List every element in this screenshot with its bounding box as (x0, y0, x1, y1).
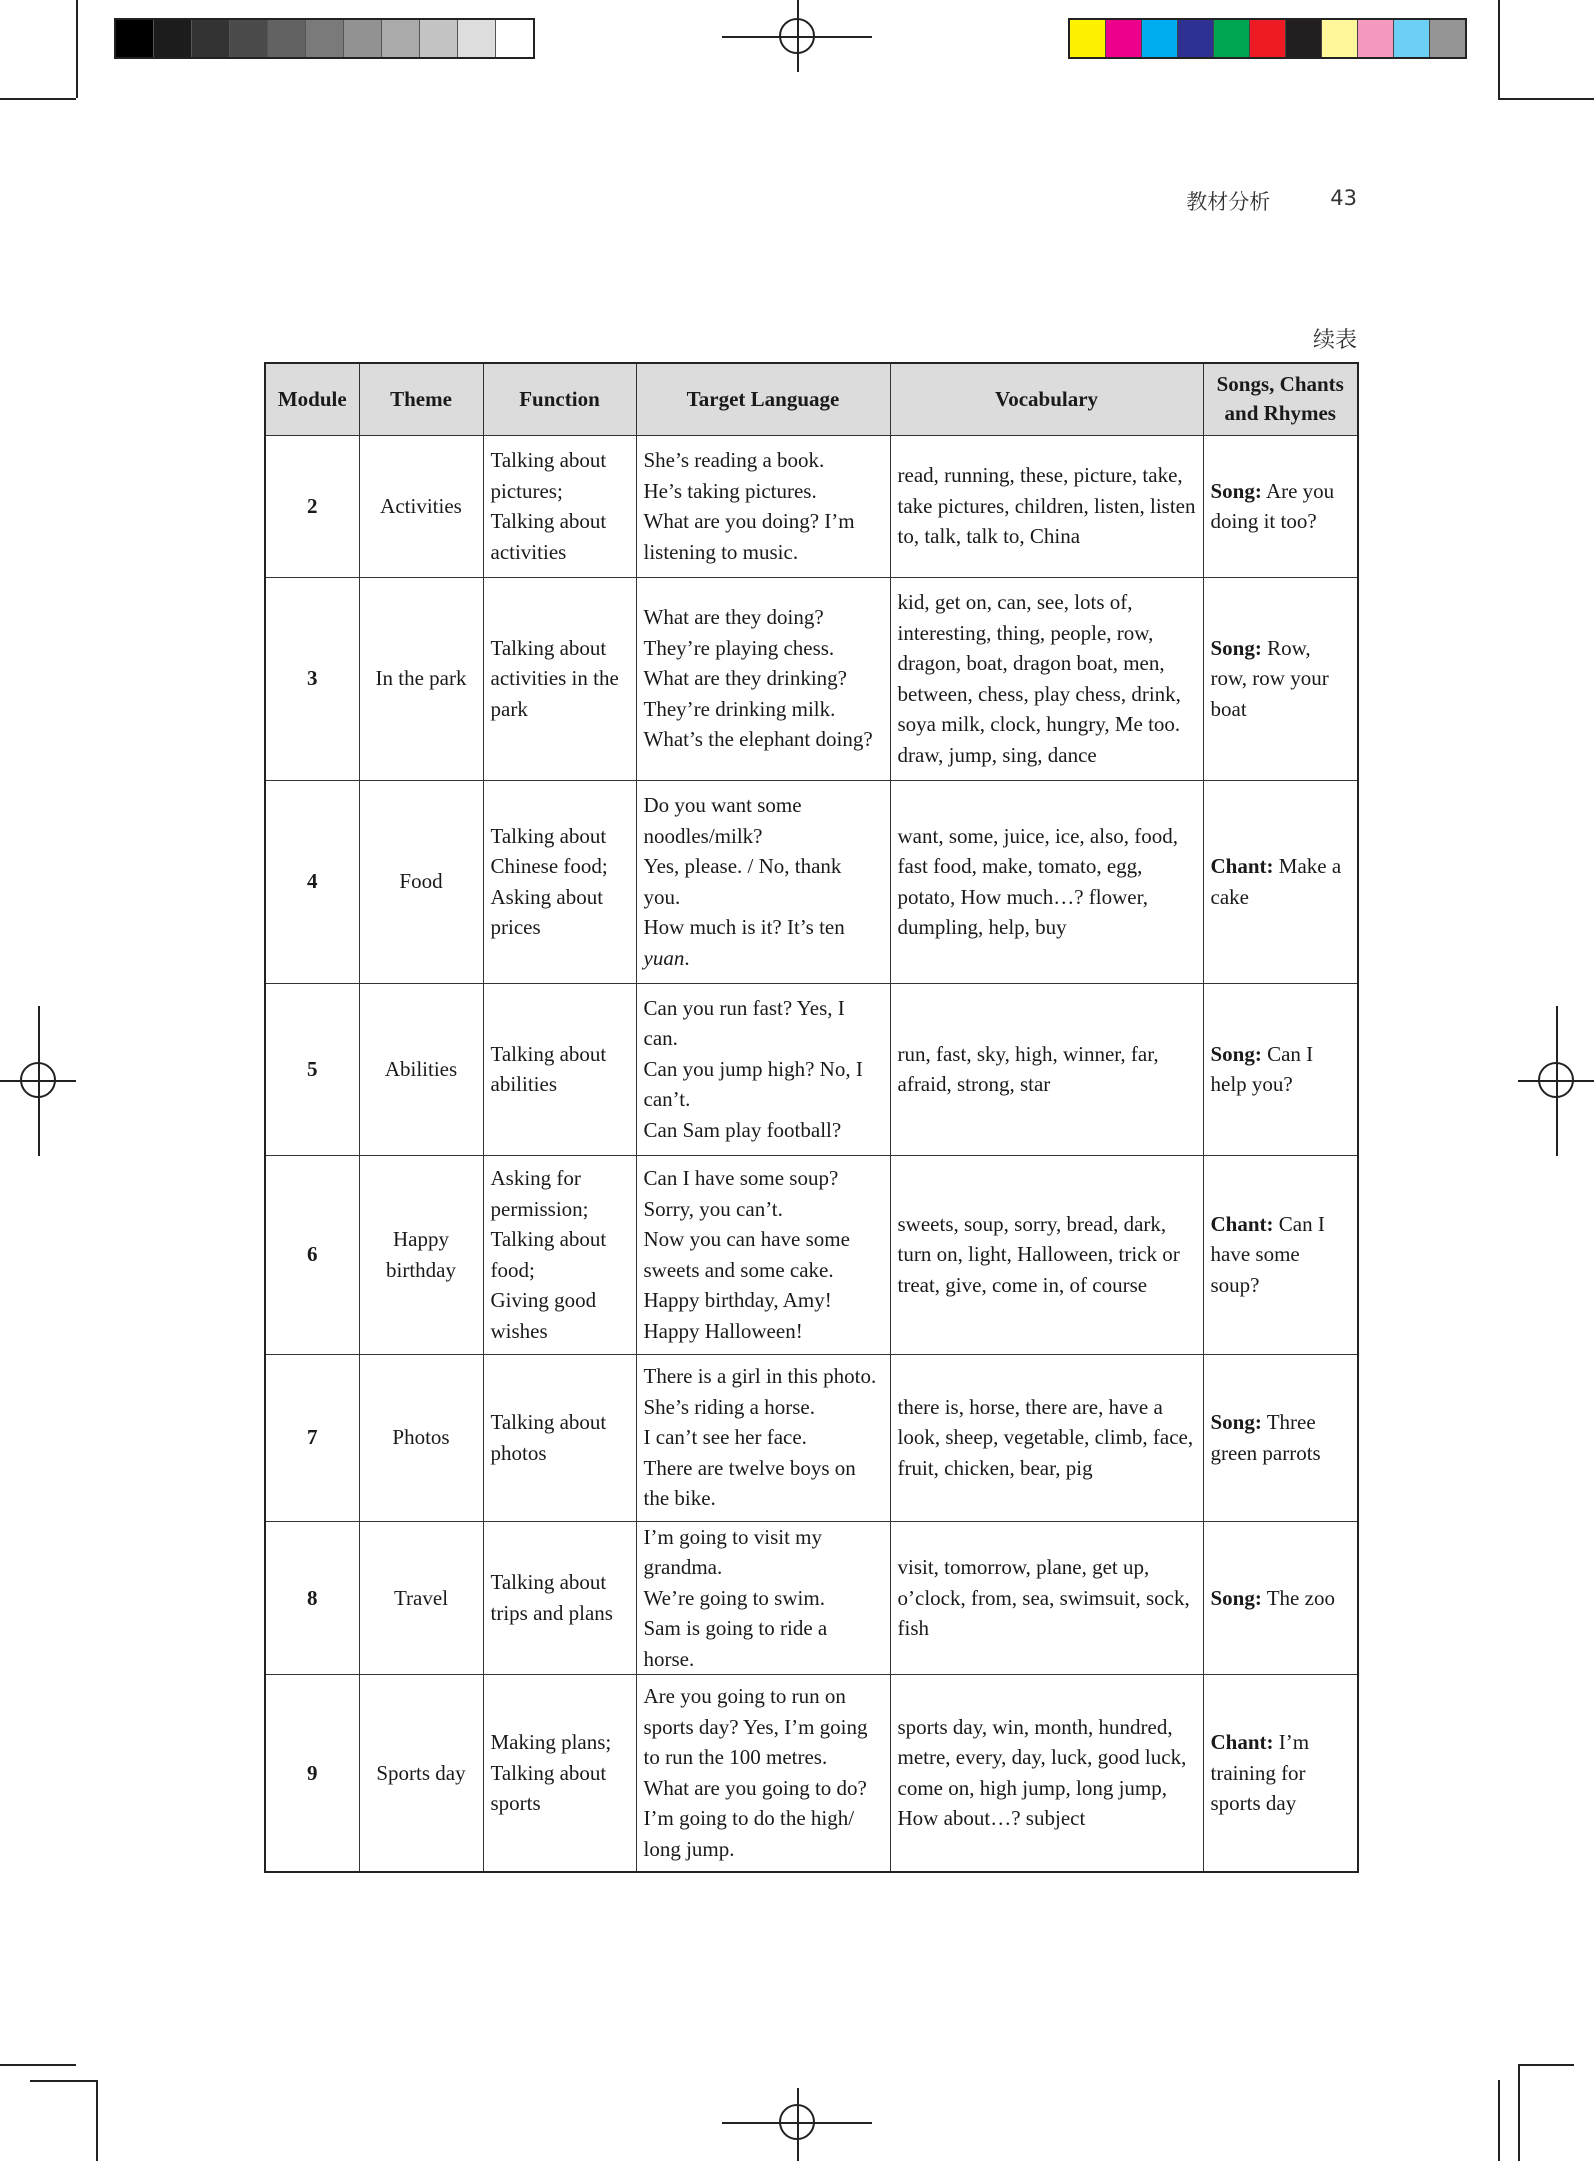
target-language-line: Sorry, you can’t. (643, 1196, 783, 1221)
function-cell (483, 983, 636, 1155)
gray-swatch (192, 20, 230, 57)
target-language-line: Can I have some soup? (643, 1166, 839, 1190)
theme-cell: Abilities (359, 983, 483, 1155)
vocabulary-cell: there is, horse, there are, have a look, sheep, vegetable, climb, face, fruit, chicken, bear, pig (890, 1354, 1203, 1521)
module-number: 8 (265, 1521, 359, 1675)
function-cell (483, 780, 636, 983)
function-cell (483, 435, 636, 577)
songs-title: Three green parrots (1210, 1410, 1321, 1465)
module-number: 4 (265, 780, 359, 983)
function-line: Giving good wishes (490, 1288, 597, 1343)
function-line: Asking for permission; (490, 1166, 589, 1221)
songs-cell (1203, 983, 1358, 1155)
gray-swatch (420, 20, 458, 57)
function-line: Talking about sports (490, 1760, 607, 1815)
theme-cell: Activities (359, 435, 483, 577)
function-cell (483, 1521, 636, 1675)
theme-cell: Sports day (359, 1675, 483, 1872)
column-header: Theme (359, 363, 483, 435)
table-row (265, 1521, 1358, 1675)
gray-swatch (496, 20, 533, 57)
target-language-line: She’s reading a book. (643, 448, 825, 472)
section-title: 教材分析 (1186, 190, 1271, 214)
gray-swatch (306, 20, 344, 57)
table-row (265, 780, 1358, 983)
songs-label: Chant: (1210, 1211, 1274, 1236)
target-language-cell (636, 1155, 890, 1354)
function-line: Talking about activities (490, 509, 607, 564)
target-language-line: yuan. (643, 945, 690, 970)
target-language-line: They’re playing chess. (643, 635, 835, 660)
songs-title: Are you doing it too? (1210, 478, 1335, 533)
target-language-line: They’re drinking milk. (643, 696, 836, 721)
grayscale-calibration-bar (114, 18, 535, 59)
table-continued-label: 续表 (1312, 328, 1357, 353)
target-language-cell (636, 1675, 890, 1872)
column-header: Target Language (636, 363, 890, 435)
function-cell (483, 1155, 636, 1354)
theme-cell: Photos (359, 1354, 483, 1521)
vocabulary-cell: sweets, soup, sorry, bread, dark, turn on, light, Halloween, trick or treat, give, come in, of course (890, 1155, 1203, 1354)
target-language-line: Happy Halloween! (643, 1318, 803, 1343)
table-row (265, 1155, 1358, 1354)
target-language-line: Happy birthday, Amy! (643, 1288, 832, 1312)
target-language-line: I’m going to do the high/ long jump. (643, 1806, 855, 1861)
target-language-line: Yes, please. / No, thank you. (643, 854, 842, 909)
module-number: 5 (265, 983, 359, 1155)
songs-title: Row, row, row your boat (1210, 635, 1329, 721)
gray-swatch (382, 20, 420, 57)
songs-cell (1203, 1521, 1358, 1675)
songs-label: Chant: (1210, 1730, 1274, 1754)
target-language-cell (636, 435, 890, 577)
target-language-line: What are they doing? (643, 605, 824, 630)
target-language-line: Are you going to run on sports day? Yes, I’m going to run the 100 metres. (643, 1684, 868, 1770)
target-language-line: What are you going to do? (643, 1775, 867, 1800)
songs-label: Song: (1210, 1410, 1262, 1434)
theme-cell: Food (359, 780, 483, 983)
function-line: Talking about activities in the park (490, 635, 619, 721)
vocabulary-cell: read, running, these, picture, take, take pictures, children, listen, listen to, talk, talk to, China (890, 435, 1203, 577)
module-number: 3 (265, 577, 359, 780)
color-calibration-bar (1068, 18, 1467, 59)
color-swatch (1142, 20, 1178, 57)
module-number: 2 (265, 435, 359, 577)
target-language-line: There are twelve boys on the bike. (643, 1455, 856, 1511)
songs-cell (1203, 1354, 1358, 1521)
vocabulary-cell: want, some, juice, ice, also, food, fast food, make, tomato, egg, potato, How much…? flower, dumpling, help, buy (890, 780, 1203, 983)
target-language-line: I’m going to visit my grandma. (643, 1524, 822, 1579)
songs-label: Song: (1210, 1041, 1262, 1066)
target-language-line: What’s the elephant doing? (643, 727, 873, 752)
table-row (265, 577, 1358, 780)
color-swatch (1214, 20, 1250, 57)
table-header-row (265, 363, 1358, 435)
gray-swatch (154, 20, 192, 57)
songs-label: Song: (1210, 1585, 1262, 1610)
target-language-cell (636, 577, 890, 780)
function-cell (483, 1354, 636, 1521)
table-row (265, 435, 1358, 577)
target-language-line: Now you can have some sweets and some cake. (643, 1227, 850, 1282)
target-language-line: Do you want some noodles/milk? (643, 793, 802, 848)
target-language-line: Sam is going to ride a horse. (643, 1616, 828, 1671)
vocabulary-cell: kid, get on, can, see, lots of, interesting, thing, people, row, dragon, boat, dragon boat, men, between, chess, play chess, drink, soya milk, clock, hungry, Me too. draw, jump, sing, dance (890, 577, 1203, 780)
function-line: Talking about pictures; (490, 448, 607, 503)
curriculum-table (264, 362, 1359, 1873)
songs-title: I’m training for sports day (1210, 1730, 1310, 1815)
module-number: 7 (265, 1354, 359, 1521)
gray-swatch (268, 20, 306, 57)
target-language-line: What are they drinking? (643, 666, 847, 691)
function-cell (483, 1675, 636, 1872)
color-swatch (1250, 20, 1286, 57)
songs-cell (1203, 435, 1358, 577)
table-row (265, 1675, 1358, 1872)
color-swatch (1070, 20, 1106, 57)
songs-cell (1203, 1155, 1358, 1354)
theme-cell: Travel (359, 1521, 483, 1675)
songs-label: Chant: (1210, 854, 1274, 878)
color-swatch (1322, 20, 1358, 57)
target-language-cell (636, 1521, 890, 1675)
theme-cell: In the park (359, 577, 483, 780)
page-number: 43 (1330, 186, 1357, 210)
songs-title: The zoo (1266, 1585, 1335, 1610)
gray-swatch (344, 20, 382, 57)
target-language-line: There is a girl in this photo. She’s riding a horse. (643, 1364, 877, 1419)
gray-swatch (230, 20, 268, 57)
function-cell (483, 577, 636, 780)
target-language-line: He’s taking pictures. (643, 478, 817, 503)
color-swatch (1286, 20, 1322, 57)
function-line: Talking about abilities (490, 1041, 607, 1096)
function-line: Making plans; (490, 1730, 612, 1754)
songs-title: Can I have some soup? (1210, 1211, 1325, 1297)
column-header: Vocabulary (890, 363, 1203, 435)
color-swatch (1106, 20, 1142, 57)
target-language-line: Can Sam play football? (643, 1117, 842, 1142)
color-swatch (1430, 20, 1465, 57)
color-swatch (1178, 20, 1214, 57)
column-header: Module (265, 363, 359, 435)
songs-cell (1203, 577, 1358, 780)
songs-cell (1203, 1675, 1358, 1872)
gray-swatch (458, 20, 496, 57)
songs-cell (1203, 780, 1358, 983)
target-language-cell (636, 780, 890, 983)
page-header (1186, 186, 1357, 216)
target-language-cell (636, 1354, 890, 1521)
table-row (265, 983, 1358, 1155)
vocabulary-cell: visit, tomorrow, plane, get up, o’clock, from, sea, swimsuit, sock, fish (890, 1521, 1203, 1675)
column-header: Function (483, 363, 636, 435)
target-language-line: Can you run fast? Yes, I can. (643, 995, 845, 1051)
target-language-italic: yuan (643, 945, 685, 970)
function-line: Asking about prices (490, 884, 604, 939)
songs-label: Song: (1210, 635, 1262, 660)
songs-label: Song: (1210, 478, 1262, 503)
vocabulary-cell: run, fast, sky, high, winner, far, afraid, strong, star (890, 983, 1203, 1155)
target-language-line: I can’t see her face. (643, 1425, 807, 1450)
function-line: Talking about Chinese food; (490, 823, 608, 878)
table-row (265, 1354, 1358, 1521)
target-language-line: What are you doing? I’m listening to music. (643, 509, 855, 564)
gray-swatch (116, 20, 154, 57)
function-line: Talking about food; (490, 1227, 607, 1282)
target-language-line: Can you jump high? No, I can’t. (643, 1056, 863, 1112)
function-line: Talking about trips and plans (490, 1570, 613, 1625)
songs-title: Make a cake (1210, 854, 1342, 909)
column-header: Songs, Chants and Rhymes (1203, 363, 1358, 435)
songs-title: Can I help you? (1210, 1041, 1314, 1096)
curriculum-table-wrapper (264, 362, 1357, 1873)
target-language-cell (636, 983, 890, 1155)
target-language-line: How much is it? It’s ten (643, 915, 845, 939)
vocabulary-cell: sports day, win, month, hundred, metre, every, day, luck, good luck, come on, high jump, long jump, How about…? subject (890, 1675, 1203, 1872)
color-swatch (1358, 20, 1394, 57)
module-number: 9 (265, 1675, 359, 1872)
color-swatch (1394, 20, 1430, 57)
target-language-line: We’re going to swim. (643, 1585, 825, 1610)
function-line: Talking about photos (490, 1410, 607, 1465)
module-number: 6 (265, 1155, 359, 1354)
theme-cell: Happy birthday (359, 1155, 483, 1354)
